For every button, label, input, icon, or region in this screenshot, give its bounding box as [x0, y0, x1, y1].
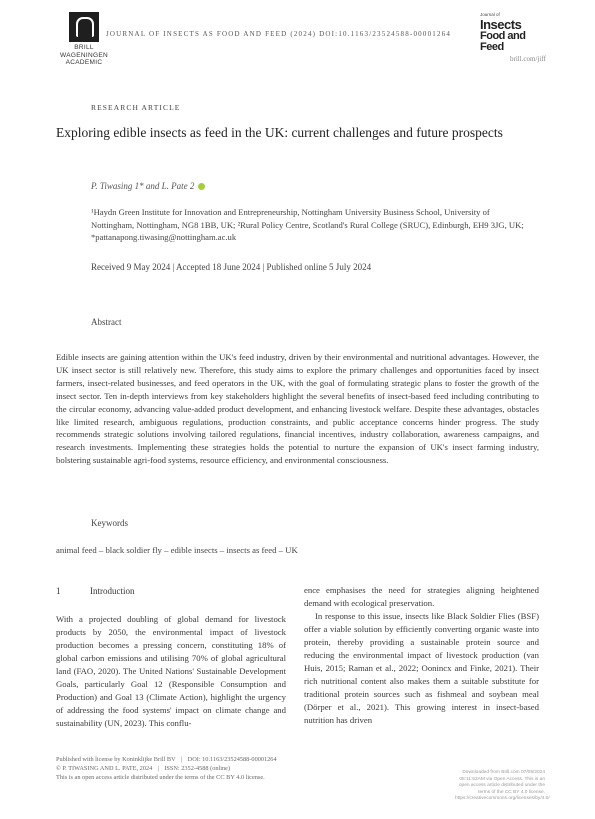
section-number: 1 — [56, 586, 61, 596]
journal-logo-top: Journal of — [480, 12, 500, 17]
orcid-icon[interactable] — [198, 183, 205, 190]
section-title: Introduction — [90, 586, 135, 596]
body-column-left — [56, 613, 286, 730]
footer-line-1: Published with license by Koninklijke Brill BV | DOI: 10.1163/23524588-00001264 — [56, 756, 277, 763]
author-list — [91, 181, 205, 191]
introduction-heading — [56, 586, 135, 596]
keywords-list: animal feed – black soldier fly – edible insects – insects as feed – UK — [56, 545, 298, 555]
brill-logo-icon — [69, 12, 99, 42]
footer-line-2: © P. TIWASING AND L. PATE, 2024 | ISSN: 2352-4588 (online) — [56, 765, 231, 772]
abstract-heading: Abstract — [91, 317, 122, 327]
abstract-text: Edible insects are gaining attention within the UK's feed industry, driven by their environmental and nutritional advantages. However, the UK insect sector is still relatively new. Therefore, this study aims to explore the primary challenges and opportunities faced by insect farmers, insect-related businesses, and feed operators in the UK, with the goal of formulating strategic plans to foster the growth of the insect sector. Ten in-depth interviews from key stakeholders highlight the several benefits of insect-based feed including contributing to the circular economy, advancing value-added product development, and enhancing livestock welfare. Despite these advantages, obstacles like limited research, ambiguous regulations, production constraints, and public acceptance concerns hinder progress. The study recommends strategic solutions involving tailored regulations, financial incentives, industry collaboration, awareness campaigns, and research investments. Implementing these strategies holds the potential to nurture the expansion of UK's insect farming industry, bolstering sustainable agri-food systems, resource efficiency, and environmental consciousness. — [56, 352, 539, 466]
publisher-name: BRILL WAGENINGEN ACADEMIC — [60, 44, 108, 66]
body-column-right — [304, 584, 539, 727]
section-label: RESEARCH ARTICLE — [91, 103, 181, 112]
intro-paragraph-1: With a projected doubling of global demand for livestock products by 2050, the environmental impact of livestock production becomes a pressing concern, constituting 18% of global carbon emissions and utilising 70% of global agricultural land (FAO, 2020). The United Nations' Sustainable Development Goals, particularly Goal 12 (Responsible Consumption and Production) and Goal 13 (Climate Action), highlight the urgency of addressing the food systems' impact on climate change and sustainability (UN, 2023). This conflu- — [56, 614, 286, 728]
download-note: Downloaded from Brill.com 07/05/2024 08:11:52AM via Open Access. This is an open access article distributed under the terms of the CC BY 4.0 license. https://creativecommons.org/licenses/by/4.0/ — [455, 770, 550, 801]
authors-text: P. Tiwasing 1* and L. Pate 2 — [91, 181, 195, 191]
article-title: Exploring edible insects as feed in the UK: current challenges and future prospects — [56, 125, 503, 140]
journal-running-header: JOURNAL OF INSECTS AS FOOD AND FEED (2024) DOI:10.1163/23524588-00001264 — [106, 30, 452, 38]
intro-paragraph-1-cont: ence emphasises the need for strategies aligning heightened demand with ecological preservation. — [304, 585, 539, 608]
footer-license[interactable]: This is an open access article distributed under the terms of the CC BY 4.0 license. — [56, 774, 265, 781]
intro-paragraph-2: In response to this issue, insects like Black Soldier Flies (BSF) offer a viable solution by efficiently converting organic waste into protein, thereby providing a sustainable protein source and reducing the environmental impact of livestock production (van Huis, 2015; Raman et al., 2022; Oonincx and Finke, 2021). Their rich nutritional content also makes them a suitable substitute for traditional protein sources such as fishmeal and soybean meal (Dörper et al., 2021). This growing interest in insect-based nutrition has driven — [304, 611, 539, 725]
doi-link[interactable]: DOI: 10.1163/23524588-00001264 — [187, 756, 277, 763]
journal-url-link[interactable]: brill.com/jiff — [510, 55, 546, 63]
keywords-heading: Keywords — [91, 518, 128, 528]
journal-logo-line1: Insects — [480, 16, 522, 32]
affiliations: ¹Haydn Green Institute for Innovation and Entrepreneurship, Nottingham University Business School, University of Nottingham, Nottingham, NG8 1BB, UK; ²Rural Policy Centre, Scotland's Rural College (SRUC), Edinburgh, EH9 3JG, UK; *pattanapong.tiwasing@nottingham.ac.uk — [91, 207, 524, 242]
journal-logo-line2: Food and Feed — [480, 29, 526, 53]
journal-logo — [480, 13, 550, 53]
page-footer — [56, 755, 386, 782]
publication-dates: Received 9 May 2024 | Accepted 18 June 2024 | Published online 5 July 2024 — [91, 262, 372, 272]
publisher-logo — [60, 12, 108, 67]
